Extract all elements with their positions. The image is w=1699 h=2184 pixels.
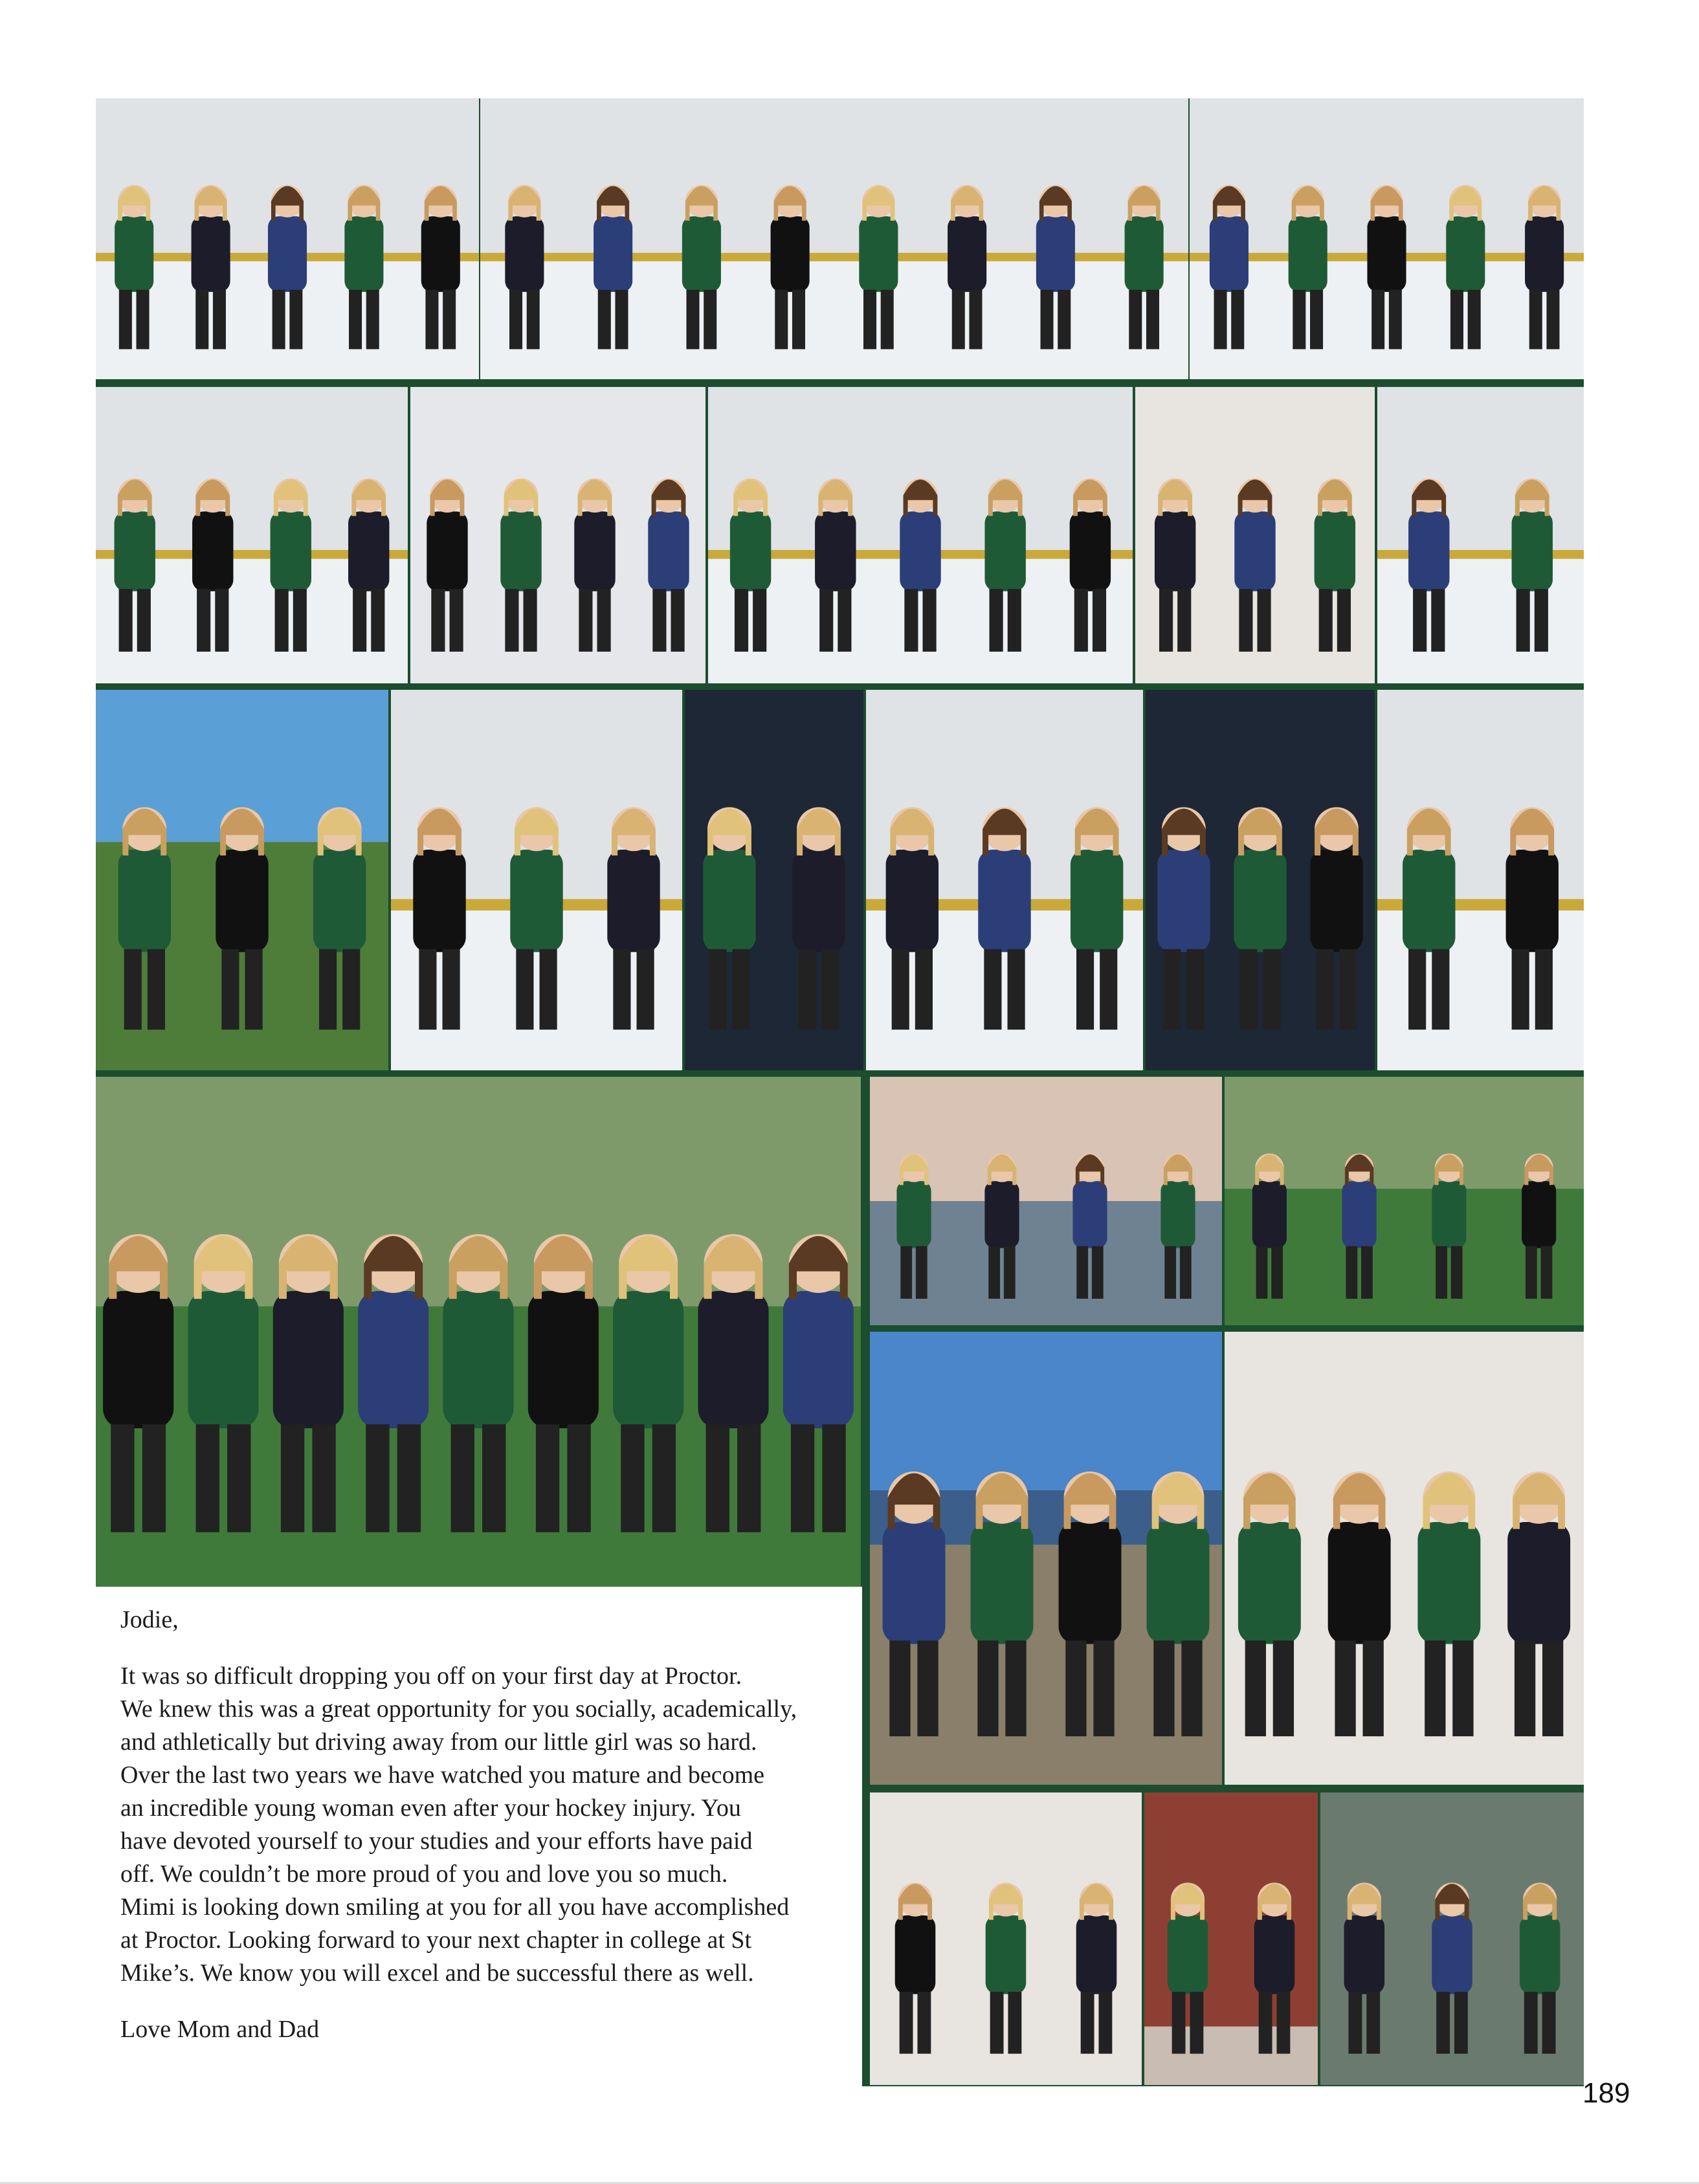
photo-balloons-hug [1135,387,1375,683]
letter-signoff: Love Mom and Dad [120,2016,320,2043]
photo-outdoor-friends [96,690,388,1070]
photo-illustration [96,690,388,1070]
photo-signing-day [1225,1332,1584,1785]
photo-illustration [1377,387,1584,683]
letter-salutation: Jodie, [120,1606,179,1633]
photo-illustration [1225,1332,1584,1785]
photo-illustration [480,98,1188,379]
photo-illustration [870,1077,1222,1325]
photo-illustration [1135,387,1375,683]
photo-illustration [391,690,682,1070]
photo-fishing-boat [870,1332,1222,1785]
photo-rink-hug [1377,387,1584,683]
photo-illustration [96,387,408,683]
photo-rink-teammates [1190,98,1584,379]
photo-illustration [1320,1792,1584,2085]
photo-illustration [1146,690,1375,1070]
photo-rink-family [96,98,479,379]
photo-field-night [685,690,863,1070]
photo-illustration [866,690,1143,1070]
photo-rink-banner [1377,690,1584,1070]
photo-illustration [870,1332,1222,1785]
letter [120,1604,852,2069]
photo-illustration [1144,1792,1318,2085]
photo-rink-grandpa [870,1792,1142,2085]
photo-night-hoodies [1146,690,1375,1070]
photo-field-team [1225,1077,1584,1325]
page-number: 189 [1582,2077,1630,2109]
photo-team-net [708,387,1133,683]
letter-body: It was so difficult dropping you off on your first day at Proctor. We knew this was a great opportunity for you socially, academically, and athletically but driving away from our little girl was so hard. Over the last two years we have watched you mature and become an incredible young woman even after your hockey injury. You have devoted yourself to your studies and your efforts have paid off. We couldn’t be more proud of you and love you so much. Mimi is looking down smiling at you for all you have accomplished at Proctor. Looking forward to your next chapter in college at St Mike’s. We know you will excel and be successful there as well. [120,1662,797,1987]
photo-illustration [1225,1077,1584,1325]
photo-illustration [96,1077,861,1587]
photo-rink-group [480,98,1188,379]
photo-lake-hug [870,1077,1222,1325]
photo-illustration [1190,98,1584,379]
photo-team-net-2 [866,690,1143,1070]
photo-illustration [1377,690,1584,1070]
photo-crowd-piggyback [1320,1792,1584,2085]
photo-illustration [870,1792,1142,2085]
photo-illustration [708,387,1133,683]
photo-illustration [96,98,479,379]
photo-field-family [96,1077,861,1587]
photo-illustration [410,387,705,683]
photo-rink-two [96,387,408,683]
photo-rink-selfie [391,690,682,1070]
photo-brick-friends [1144,1792,1318,2085]
photo-snow-friends [410,387,705,683]
photo-illustration [685,690,863,1070]
